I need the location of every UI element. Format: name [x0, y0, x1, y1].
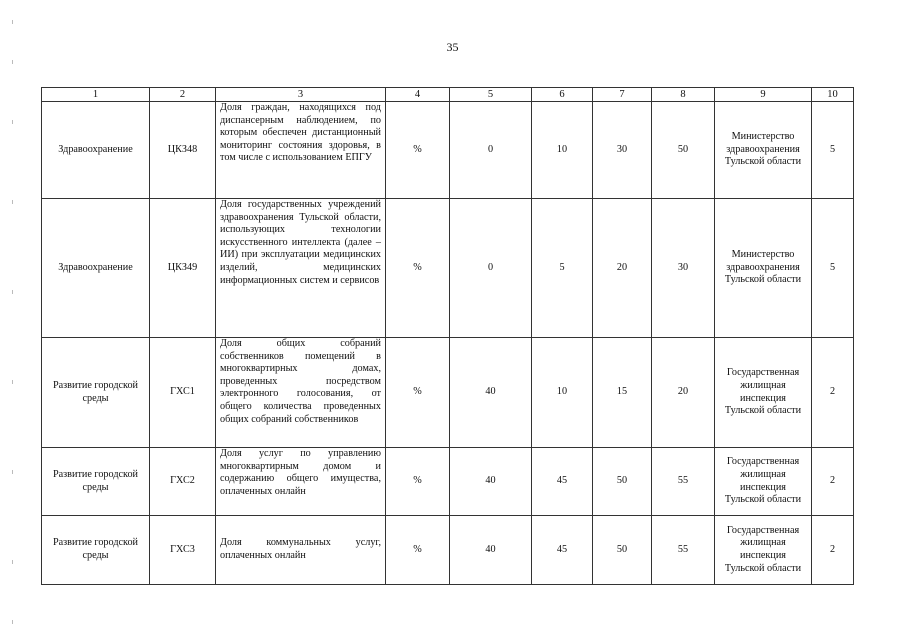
- value-cell: 40: [450, 516, 532, 585]
- margin-marks: [12, 0, 14, 640]
- sector-cell: Развитие городской среды: [42, 338, 150, 448]
- description-cell: Доля государственных учреждений здравоохранения Тульской области, использующих технологии искусственного интеллекта (далее – ИИ) при эксплуатации медицинских изделий, медицинских информационных систем и сервисов: [216, 199, 386, 338]
- code-cell: ГХС1: [150, 338, 216, 448]
- value-cell: 2: [812, 448, 854, 516]
- value-cell: 10: [532, 102, 593, 199]
- sector-cell: Развитие городской среды: [42, 448, 150, 516]
- value-cell: 15: [593, 338, 652, 448]
- indicators-table: [41, 87, 854, 585]
- responsible-cell: Государственная жилищная инспекция Тульской области: [715, 448, 812, 516]
- value-cell: 5: [532, 199, 593, 338]
- value-cell: 2: [812, 516, 854, 585]
- code-cell: ЦКЗ48: [150, 102, 216, 199]
- value-cell: 0: [450, 102, 532, 199]
- table-row: [42, 199, 854, 338]
- value-cell: 5: [812, 102, 854, 199]
- header-cell: 7: [593, 88, 652, 102]
- responsible-cell: Министерство здравоохранения Тульской области: [715, 199, 812, 338]
- value-cell: 5: [812, 199, 854, 338]
- table-row: [42, 448, 854, 516]
- description-cell: Доля общих собраний собственников помещений в многоквартирных домах, проведенных посредством электронного голосования, от общего количества проведенных общих собраний собственников: [216, 338, 386, 448]
- header-cell: 5: [450, 88, 532, 102]
- unit-cell: %: [386, 516, 450, 585]
- header-cell: 2: [150, 88, 216, 102]
- header-cell: 10: [812, 88, 854, 102]
- value-cell: 0: [450, 199, 532, 338]
- value-cell: 20: [593, 199, 652, 338]
- table-row: [42, 102, 854, 199]
- sector-cell: Здравоохранение: [42, 199, 150, 338]
- unit-cell: %: [386, 448, 450, 516]
- responsible-cell: Государственная жилищная инспекция Тульской области: [715, 516, 812, 585]
- header-cell: 8: [652, 88, 715, 102]
- code-cell: ГХС3: [150, 516, 216, 585]
- header-cell: 3: [216, 88, 386, 102]
- responsible-cell: Государственная жилищная инспекция Тульской области: [715, 338, 812, 448]
- unit-cell: %: [386, 102, 450, 199]
- sector-cell: Здравоохранение: [42, 102, 150, 199]
- table-row: [42, 338, 854, 448]
- header-cell: 4: [386, 88, 450, 102]
- value-cell: 40: [450, 338, 532, 448]
- page-number: 35: [446, 40, 459, 54]
- sector-cell: Развитие городской среды: [42, 516, 150, 585]
- value-cell: 45: [532, 448, 593, 516]
- value-cell: 10: [532, 338, 593, 448]
- value-cell: 40: [450, 448, 532, 516]
- table-header-row: [42, 88, 854, 102]
- description-cell: Доля граждан, находящихся под диспансерным наблюдением, по которым обеспечен дистанционный мониторинг состояния здоровья, в том числе с использованием ЕПГУ: [216, 102, 386, 199]
- value-cell: 45: [532, 516, 593, 585]
- code-cell: ГХС2: [150, 448, 216, 516]
- value-cell: 30: [652, 199, 715, 338]
- description-cell: Доля услуг по управлению многоквартирным домом и содержанию общего имущества, оплаченных онлайн: [216, 448, 386, 516]
- code-cell: ЦКЗ49: [150, 199, 216, 338]
- value-cell: 55: [652, 516, 715, 585]
- unit-cell: %: [386, 199, 450, 338]
- header-cell: 9: [715, 88, 812, 102]
- value-cell: 30: [593, 102, 652, 199]
- unit-cell: %: [386, 338, 450, 448]
- value-cell: 55: [652, 448, 715, 516]
- value-cell: 50: [593, 448, 652, 516]
- header-cell: 6: [532, 88, 593, 102]
- value-cell: 20: [652, 338, 715, 448]
- value-cell: 50: [652, 102, 715, 199]
- value-cell: 2: [812, 338, 854, 448]
- description-cell: Доля коммунальных услуг, оплаченных онлайн: [216, 516, 386, 585]
- responsible-cell: Министерство здравоохранения Тульской области: [715, 102, 812, 199]
- header-cell: 1: [42, 88, 150, 102]
- table-row: [42, 516, 854, 585]
- value-cell: 50: [593, 516, 652, 585]
